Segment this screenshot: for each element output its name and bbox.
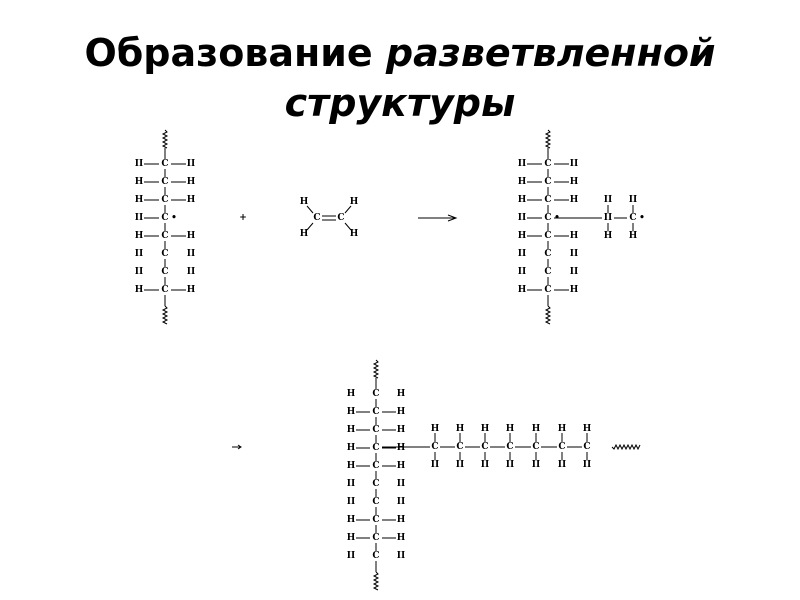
hydrogen-atom: H: [569, 177, 579, 187]
hydrogen-atom: II: [346, 479, 356, 489]
hydrogen-atom: H: [531, 424, 541, 434]
hydrogen-atom: H: [186, 285, 196, 295]
bond-line: [345, 223, 351, 230]
carbon-atom: C: [431, 442, 439, 452]
hydrogen-atom: II: [396, 479, 406, 489]
carbon-atom: C: [544, 213, 552, 223]
hydrogen-atom: II: [557, 460, 567, 470]
hydrogen-atom: II: [505, 460, 515, 470]
hydrogen-atom: II: [517, 249, 527, 259]
carbon-atom: C: [337, 213, 345, 223]
hydrogen-atom: H: [628, 231, 638, 241]
carbon-atom: C: [558, 442, 566, 452]
hydrogen-atom: H: [396, 389, 406, 399]
carbon-atom: C: [544, 267, 552, 277]
carbon-atom: C: [544, 285, 552, 295]
hydrogen-atom: H: [349, 197, 359, 207]
hydrogen-atom: H: [396, 461, 406, 471]
carbon-atom: C: [161, 285, 169, 295]
hydrogen-atom: H: [186, 177, 196, 187]
hydrogen-atom: H: [299, 229, 309, 239]
hydrogen-atom: II: [569, 249, 579, 259]
chain-top-squiggle: [163, 130, 167, 148]
hydrogen-atom: H: [134, 195, 144, 205]
hydrogen-atom: H: [134, 177, 144, 187]
hydrogen-atom: H: [517, 195, 527, 205]
title-italic-1: разветвленной: [385, 31, 716, 75]
carbon-atom: C: [313, 213, 321, 223]
hydrogen-atom: H: [517, 231, 527, 241]
carbon-atom: C: [372, 389, 380, 399]
carbon-atom: C: [544, 195, 552, 205]
hydrogen-atom: H: [349, 229, 359, 239]
carbon-atom: C: [372, 407, 380, 417]
hydrogen-atom: H: [557, 424, 567, 434]
hydrogen-atom: II: [186, 249, 196, 259]
carbon-atom: C: [456, 442, 464, 452]
hydrogen-atom: H: [346, 407, 356, 417]
hydrogen-atom: H: [569, 231, 579, 241]
hydrogen-atom: II: [134, 213, 144, 223]
hydrogen-atom: H: [517, 177, 527, 187]
chain-bottom-squiggle: [163, 306, 167, 324]
hydrogen-atom: II: [396, 551, 406, 561]
radical-dot: •: [554, 213, 560, 223]
chain-top-squiggle: [374, 360, 378, 378]
hydrogen-atom: II: [569, 267, 579, 277]
carbon-atom: C: [372, 461, 380, 471]
carbon-atom: C: [372, 425, 380, 435]
hydrogen-atom: II: [603, 195, 613, 205]
carbon-atom: C: [372, 497, 380, 507]
hydrogen-atom: II: [603, 213, 613, 223]
carbon-atom: C: [161, 267, 169, 277]
hydrogen-atom: H: [299, 197, 309, 207]
chain-bottom-squiggle: [546, 306, 550, 324]
hydrogen-atom: H: [517, 285, 527, 295]
hydrogen-atom: II: [628, 195, 638, 205]
hydrogen-atom: II: [134, 159, 144, 169]
carbon-atom: C: [372, 533, 380, 543]
hydrogen-atom: II: [430, 460, 440, 470]
bond-line: [307, 206, 313, 213]
carbon-atom: C: [161, 213, 169, 223]
hydrogen-atom: H: [346, 533, 356, 543]
bond-line: [307, 223, 313, 230]
hydrogen-atom: H: [396, 515, 406, 525]
chain-bottom-squiggle: [374, 572, 378, 590]
hydrogen-atom: II: [517, 213, 527, 223]
hydrogen-atom: H: [569, 285, 579, 295]
carbon-atom: C: [161, 231, 169, 241]
hydrogen-atom: H: [186, 195, 196, 205]
hydrogen-atom: H: [582, 424, 592, 434]
hydrogen-atom: II: [582, 460, 592, 470]
hydrogen-atom: H: [186, 231, 196, 241]
carbon-atom: C: [544, 249, 552, 259]
hydrogen-atom: H: [455, 424, 465, 434]
hydrogen-atom: II: [455, 460, 465, 470]
carbon-atom: C: [481, 442, 489, 452]
carbon-atom: C: [544, 177, 552, 187]
hydrogen-atom: H: [430, 424, 440, 434]
hydrogen-atom: H: [134, 285, 144, 295]
carbon-atom: C: [161, 177, 169, 187]
hydrogen-atom: H: [396, 533, 406, 543]
carbon-atom: C: [161, 159, 169, 169]
radical-dot: •: [639, 213, 645, 223]
hydrogen-atom: II: [517, 159, 527, 169]
carbon-atom: C: [532, 442, 540, 452]
hydrogen-atom: II: [134, 249, 144, 259]
hydrogen-atom: II: [517, 267, 527, 277]
hydrogen-atom: II: [569, 159, 579, 169]
plus-sign: +: [239, 213, 247, 223]
carbon-atom: C: [372, 443, 380, 453]
radical-dot: •: [171, 213, 177, 223]
hydrogen-atom: H: [346, 461, 356, 471]
hydrogen-atom: H: [346, 515, 356, 525]
hydrogen-atom: II: [346, 497, 356, 507]
carbon-atom: C: [544, 231, 552, 241]
hydrogen-atom: II: [531, 460, 541, 470]
carbon-atom: C: [161, 195, 169, 205]
chain-top-squiggle: [546, 130, 550, 148]
hydrogen-atom: II: [186, 267, 196, 277]
hydrogen-atom: II: [186, 159, 196, 169]
hydrogen-atom: II: [480, 460, 490, 470]
carbon-atom: C: [161, 249, 169, 259]
hydrogen-atom: H: [569, 195, 579, 205]
carbon-atom: C: [629, 213, 637, 223]
bond-line: [345, 206, 351, 213]
title-plain: Образование: [84, 31, 386, 75]
hydrogen-atom: II: [134, 267, 144, 277]
hydrogen-atom: H: [346, 425, 356, 435]
hydrogen-atom: H: [480, 424, 490, 434]
carbon-atom: C: [372, 479, 380, 489]
branch-continuation-squiggle: [612, 445, 640, 449]
hydrogen-atom: H: [346, 389, 356, 399]
hydrogen-atom: H: [603, 231, 613, 241]
carbon-atom: C: [506, 442, 514, 452]
carbon-atom: C: [544, 159, 552, 169]
hydrogen-atom: H: [134, 231, 144, 241]
hydrogen-atom: II: [396, 497, 406, 507]
carbon-atom: C: [372, 551, 380, 561]
hydrogen-atom: H: [505, 424, 515, 434]
hydrogen-atom: H: [396, 443, 406, 453]
carbon-atom: C: [372, 515, 380, 525]
hydrogen-atom: H: [346, 443, 356, 453]
carbon-atom: C: [583, 442, 591, 452]
hydrogen-atom: H: [396, 425, 406, 435]
hydrogen-atom: H: [396, 407, 406, 417]
hydrogen-atom: II: [346, 551, 356, 561]
title-italic-2: структуры: [284, 81, 516, 125]
